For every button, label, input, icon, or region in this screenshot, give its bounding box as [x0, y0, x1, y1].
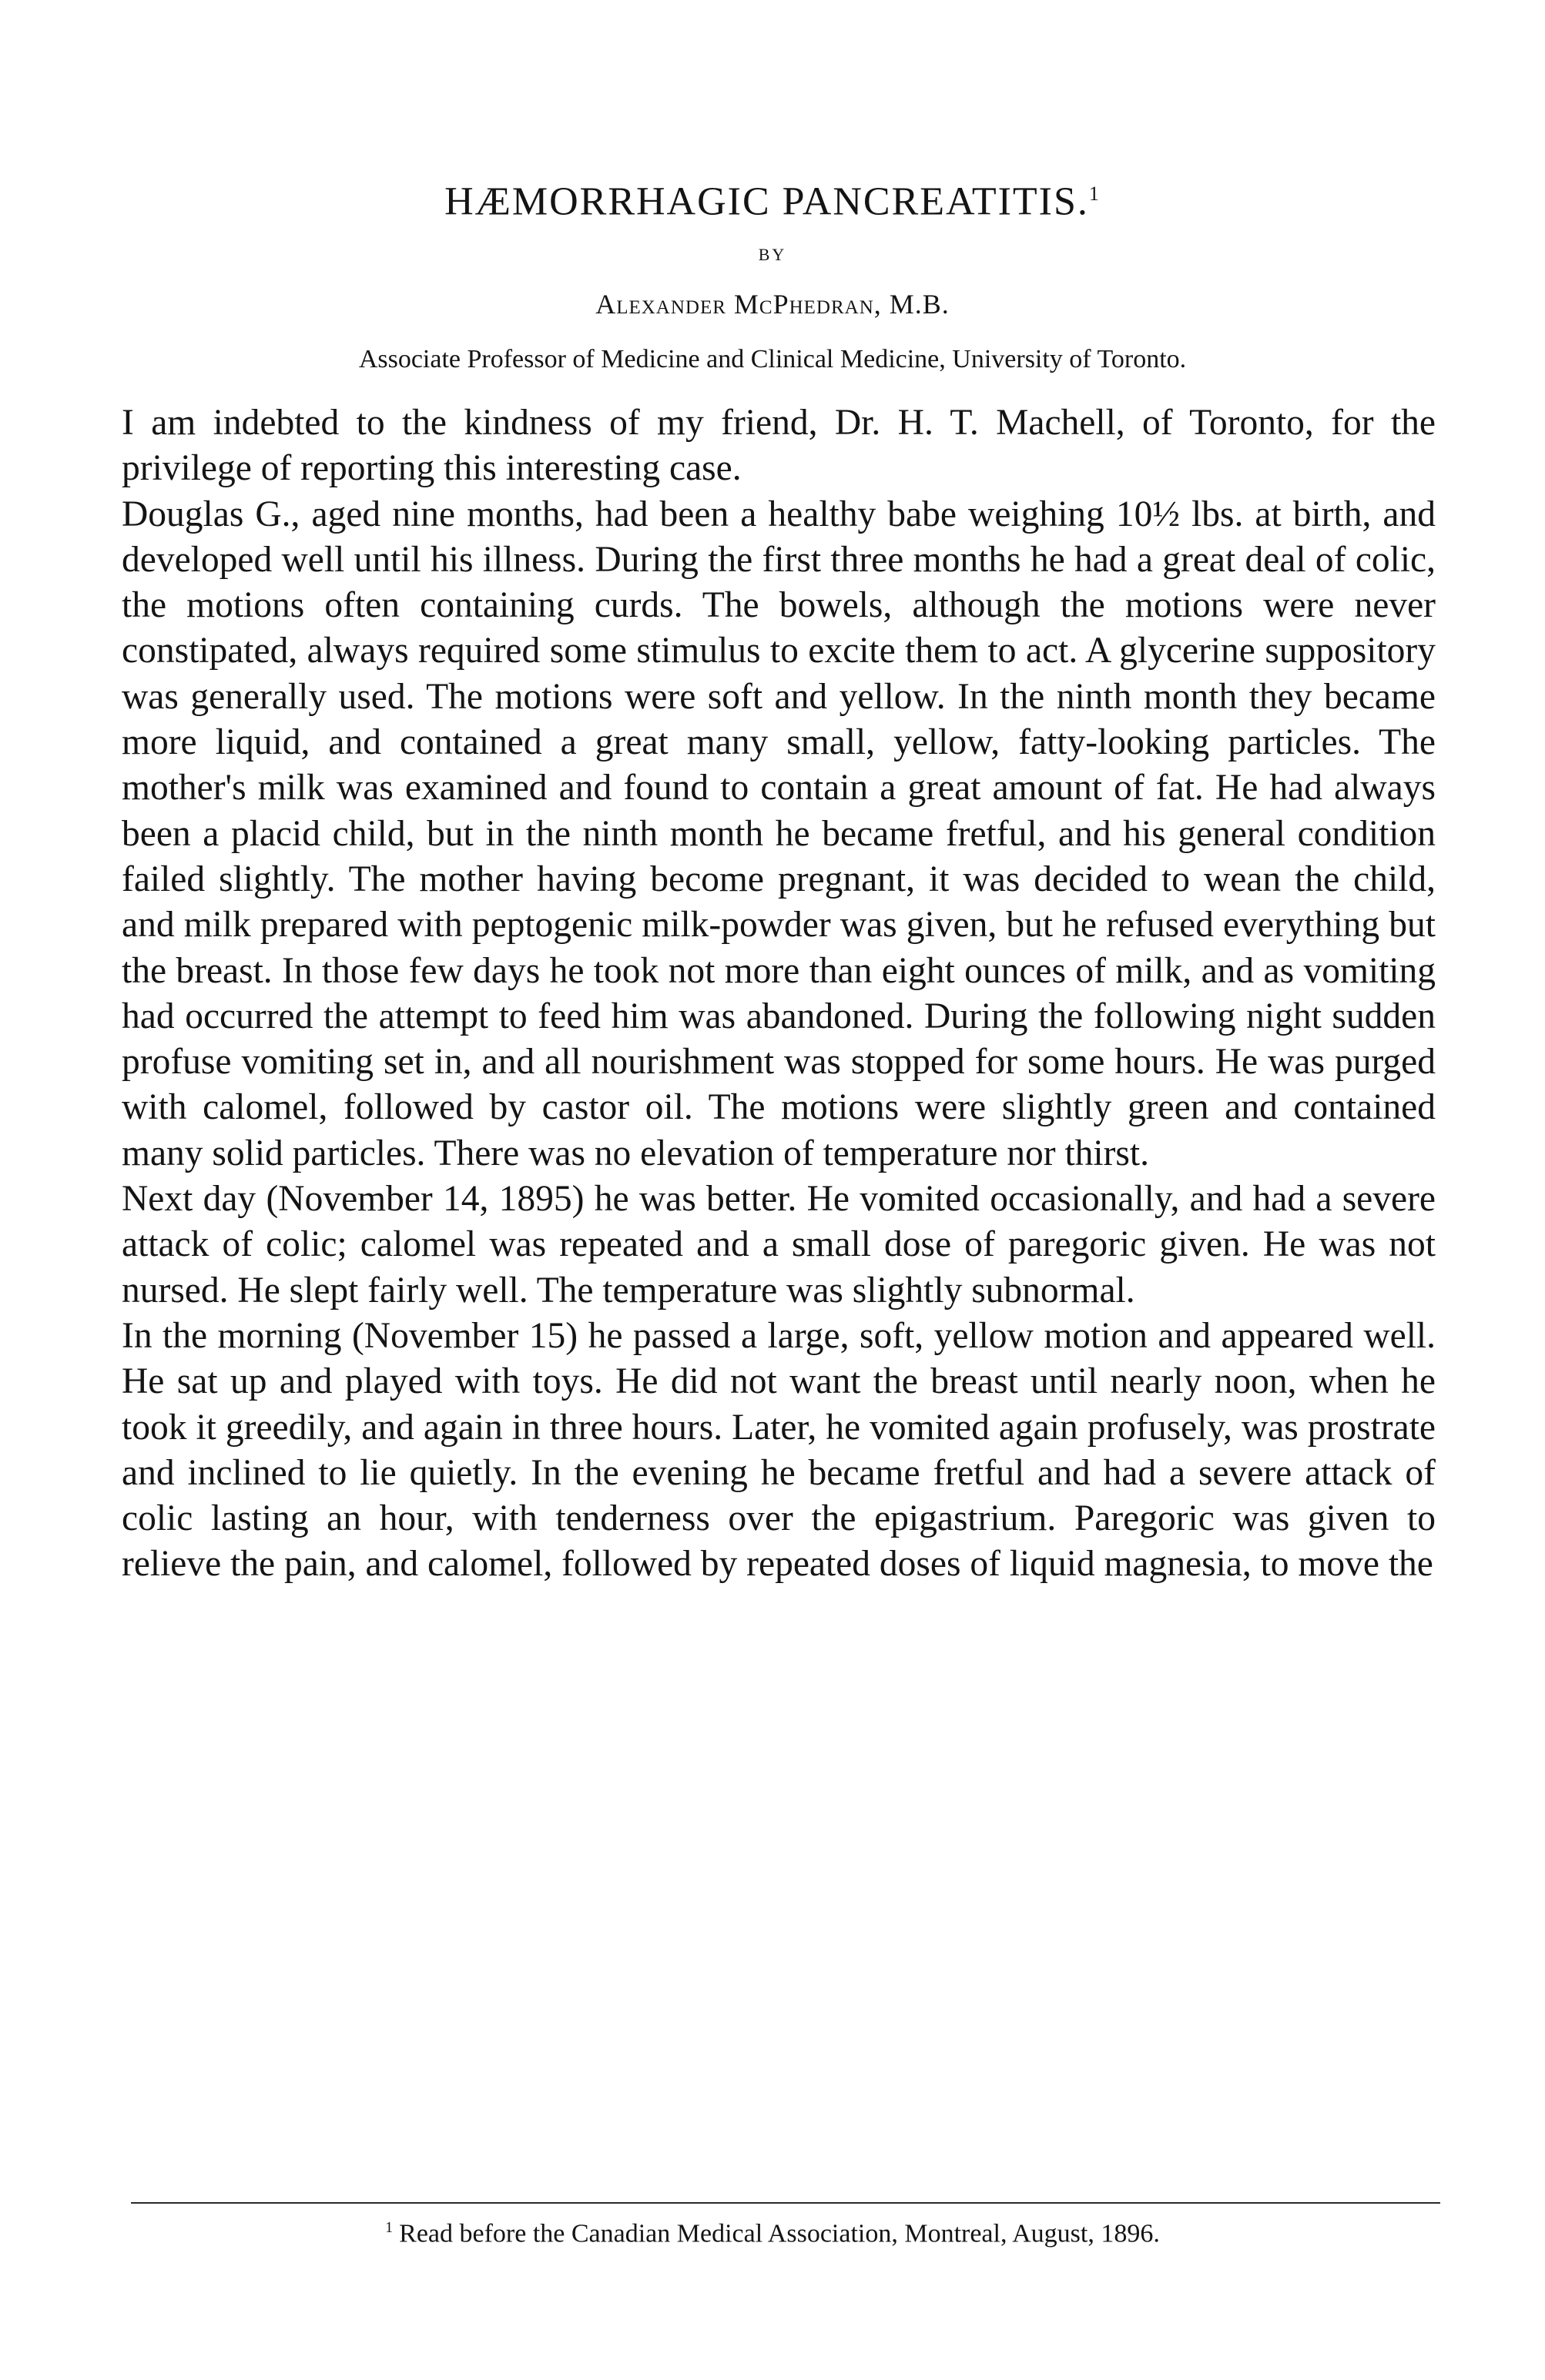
article-title — [0, 171, 1545, 225]
author-name: Alexander McPhedran, M.B. — [595, 289, 950, 320]
title-footnote-mark: 1 — [1088, 182, 1101, 205]
paragraph-november-14: Next day (November 14, 1895) he was better. He vomited occasionally, and had a severe attack of colic; calomel was repeated and a small dose of paregoric given. He was not nursed. He slept fairly well. The temperature was slightly subnormal. — [122, 1179, 1436, 1311]
article-body — [122, 400, 1436, 1588]
author-affiliation: Associate Professor of Medicine and Clinical Medicine, University of Toronto. — [358, 345, 1187, 373]
footnote — [0, 2219, 1545, 2248]
byline: BY — [758, 245, 787, 264]
footnote-text: Read before the Canadian Medical Association, Montreal, August, 1896. — [399, 2219, 1160, 2248]
footnote-divider — [131, 2202, 1440, 2204]
paragraph-acknowledgement: I am indebted to the kindness of my friend, Dr. H. T. Machell, of Toronto, for the privilege of reporting this interesting case. — [122, 403, 1436, 489]
footnote-mark: 1 — [385, 2219, 394, 2236]
paragraph-case-history: Douglas G., aged nine months, had been a healthy babe weighing 10½ lbs. at birth, and developed well until his illness. During the first three months he had a great deal of colic, the motions often containing curds. The bowels, although the motions were never constipated, always required some stimulus to excite them to act. A glycerine suppository was generally used. The motions were soft and yellow. In the ninth month they became more liquid, and contained a great many small, yellow, fatty-looking particles. The mother's milk was examined and found to contain a great amount of fat. He had always been a placid child, but in the ninth month he became fretful, and his general condition failed slightly. The mother having become pregnant, it was decided to wean the child, and milk prepared with peptogenic milk-powder was given, but he refused everything but the breast. In those few days he took not more than eight ounces of milk, and as vomiting had occurred the attempt to feed him was abandoned. During the following night sudden profuse vomiting set in, and all nourishment was stopped for some hours. He was purged with calomel, followed by castor oil. The motions were slightly green and contained many solid particles. There was no elevation of temperature nor thirst. — [122, 494, 1436, 1173]
paragraph-november-15: In the morning (November 15) he passed a large, soft, yellow motion and appeared well. He sat up and played with toys. He did not want the breast until nearly noon, when he took it greedily, and again in three hours. Later, he vomited again profusely, was prostrate and inclined to lie quietly. In the evening he became fretful and had a severe attack of colic lasting an hour, with tenderness over the epigastrium. Paregoric was given to relieve the pain, and calomel, followed by repeated doses of liquid magnesia, to move the — [122, 1315, 1436, 1585]
title-text: HÆMORRHAGIC PANCREATITIS. — [444, 179, 1089, 224]
